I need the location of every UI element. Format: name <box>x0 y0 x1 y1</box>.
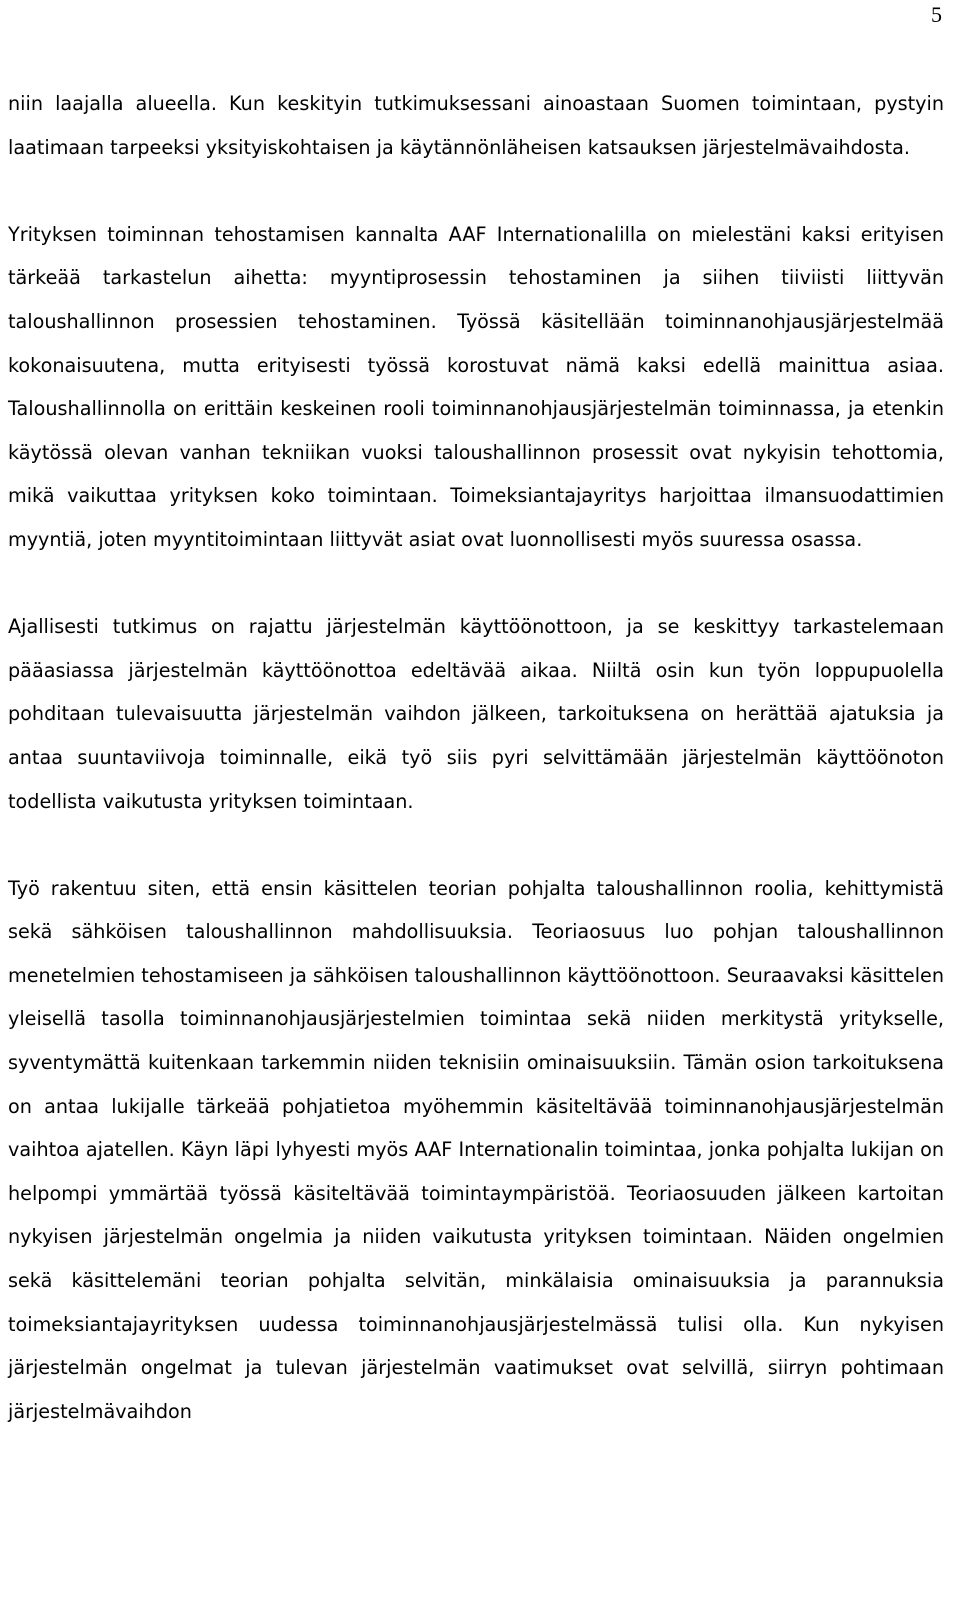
page-number: 5 <box>931 2 942 27</box>
paragraph-1: niin laajalla alueella. Kun keskityin tutkimuksessani ainoastaan Suomen toimintaan, pystyin laatimaan tarpeeksi yksityiskohtaisen ja käytännönläheisen katsauksen järjestelmävaihdosta. <box>8 92 944 159</box>
document-body <box>8 82 944 1433</box>
paragraph-4: Työ rakentuu siten, että ensin käsittelen teorian pohjalta taloushallinnon roolia, kehittymistä sekä sähköisen taloushallinnon mahdollisuuksia. Teoriaosuus luo pohjan taloushallinnon menetelmien tehostamiseen ja sähköisen taloushallinnon käyttöönottoon. Seuraavaksi käsittelen yleisellä tasolla toiminnanohjausjärjestelmien toimintaa sekä niiden merkitystä yritykselle, syventymättä kuitenkaan tarkemmin niiden teknisiin ominaisuuksiin. Tämän osion tarkoituksena on antaa lukijalle tärkeää pohjatietoa myöhemmin käsiteltävää toiminnanohjausjärjestelmän vaihtoa ajatellen. Käyn läpi lyhyesti myös AAF Internationalin toimintaa, jonka pohjalta lukijan on helpompi ymmärtää työssä käsiteltävää toimintaympäristöä. Teoriaosuuden jälkeen kartoitan nykyisen järjestelmän ongelmia ja niiden vaikutusta yrityksen toimintaan. Näiden ongelmien sekä käsittelemäni teorian pohjalta selvitän, minkälaisia ominaisuuksia ja parannuksia toimeksiantajayrityksen uudessa toiminnanohjausjärjestelmässä tulisi olla. Kun nykyisen järjestelmän ongelmat ja tulevan järjestelmän vaatimukset ovat selvillä, siirryn pohtimaan järjestelmävaihdon <box>8 876 944 1423</box>
paragraph-2: Yrityksen toiminnan tehostamisen kannalta AAF Internationalilla on mielestäni kaksi erityisen tärkeää tarkastelun aihetta: myyntiprosessin tehostaminen ja siihen tiiviisti liittyvän taloushallinnon prosessien tehostaminen. Työssä käsitellään toiminnanohjausjärjestelmää kokonaisuutena, mutta erityisesti työssä korostuvat nämä kaksi edellä mainittua asiaa. Taloushallinnolla on erittäin keskeinen rooli toiminnanohjausjärjestelmän toiminnassa, ja etenkin käytössä olevan vanhan tekniikan vuoksi taloushallinnon prosessit ovat nykyisin tehottomia, mikä vaikuttaa yrityksen koko toimintaan. Toimeksiantajayritys harjoittaa ilmansuodattimien myyntiä, joten myyntitoimintaan liittyvät asiat ovat luonnollisesti myös suuressa osassa. <box>8 222 944 551</box>
paragraph-3: Ajallisesti tutkimus on rajattu järjestelmän käyttöönottoon, ja se keskittyy tarkastelemaan pääasiassa järjestelmän käyttöönottoa edeltävää aikaa. Niiltä osin kun työn loppupuolella pohditaan tulevaisuutta järjestelmän vaihdon jälkeen, tarkoituksena on herättää ajatuksia ja antaa suuntaviivoja toiminnalle, eikä työ siis pyri selvittämään järjestelmän käyttöönoton todellista vaikutusta yrityksen toimintaan. <box>8 615 944 813</box>
